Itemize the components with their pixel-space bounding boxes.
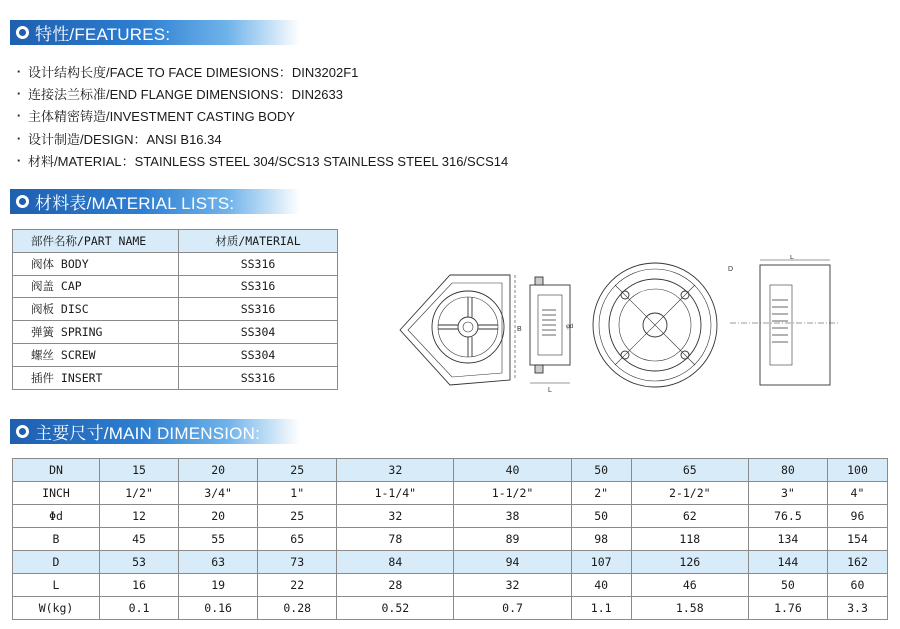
table-cell: 154	[827, 528, 887, 551]
table-cell: 53	[100, 551, 179, 574]
feature-item: · 设计结构长度/FACE TO FACE DIMESIONS：DIN3202F1	[14, 60, 508, 82]
table-row	[13, 574, 888, 597]
table-cell: 1-1/4"	[337, 482, 454, 505]
table-cell: 3/4"	[179, 482, 258, 505]
table-row: 阀板 DISC SS316	[13, 298, 338, 321]
table-cell: 65	[258, 528, 337, 551]
table-row	[13, 551, 888, 574]
feature-item: · 主体精密铸造/INVESTMENT CASTING BODY	[14, 105, 508, 127]
table-cell: 89	[454, 528, 571, 551]
body-side-section	[530, 277, 573, 394]
table-cell: 20	[179, 505, 258, 528]
dimension-table	[12, 458, 888, 620]
row-label: W(kg)	[13, 597, 100, 620]
table-row: 阀体 BODY SS316	[13, 252, 338, 275]
circle-bullet-icon	[16, 195, 29, 208]
table-cell: 46	[631, 574, 748, 597]
table-cell: 107	[571, 551, 631, 574]
table-cell: 94	[454, 551, 571, 574]
table-cell: 40	[454, 459, 571, 482]
table-cell: 15	[100, 459, 179, 482]
materials-title: 材料表/MATERIAL LISTS:	[35, 194, 235, 213]
table-cell: 2"	[571, 482, 631, 505]
table-cell: 162	[827, 551, 887, 574]
table-cell: 55	[179, 528, 258, 551]
table-cell: 3.3	[827, 597, 887, 620]
table-cell: 25	[258, 459, 337, 482]
table-cell: 0.1	[100, 597, 179, 620]
table-cell: 32	[337, 459, 454, 482]
table-row: 弹簧 SPRING SS304	[13, 321, 338, 344]
table-cell: 1.58	[631, 597, 748, 620]
table-cell: 50	[571, 505, 631, 528]
table-cell: 100	[827, 459, 887, 482]
table-cell: 73	[258, 551, 337, 574]
table-cell: 28	[337, 574, 454, 597]
feature-bullet: ·	[16, 130, 22, 146]
table-cell: 65	[631, 459, 748, 482]
feature-item: · 设计制造/DESIGN：ANSI B16.34	[14, 127, 508, 149]
feature-bullet: ·	[16, 153, 22, 169]
table-cell: 4"	[827, 482, 887, 505]
materials-header	[10, 189, 300, 214]
table-cell: 1/2"	[100, 482, 179, 505]
table-cell: 50	[748, 574, 827, 597]
features-title: 特性/FEATURES:	[35, 25, 171, 44]
table-row: 螺丝 SCREW SS304	[13, 343, 338, 366]
circle-bullet-icon	[16, 26, 29, 39]
table-cell: 144	[748, 551, 827, 574]
table-cell: 96	[827, 505, 887, 528]
dimension-title: 主要尺寸/MAIN DIMENSION:	[35, 424, 261, 443]
table-cell: 25	[258, 505, 337, 528]
table-cell: 50	[571, 459, 631, 482]
table-header-row	[13, 230, 338, 253]
round-body-front-view	[593, 263, 717, 387]
table-cell: 118	[631, 528, 748, 551]
row-label: Φd	[13, 505, 100, 528]
table-cell: 134	[748, 528, 827, 551]
row-label: D	[13, 551, 100, 574]
table-cell: 16	[100, 574, 179, 597]
table-cell: 0.7	[454, 597, 571, 620]
dim-d-label: D	[728, 266, 734, 273]
table-cell: 32	[337, 505, 454, 528]
feature-item: · 连接法兰标准/END FLANGE DIMENSIONS：DIN2633	[14, 82, 508, 104]
table-cell: 126	[631, 551, 748, 574]
feature-bullet: ·	[16, 86, 22, 102]
table-row: 插件 INSERT SS316	[13, 366, 338, 389]
feature-item: · 材料/MATERIAL：STAINLESS STEEL 304/SCS13 STAINLESS STEEL 316/SCS14	[14, 150, 508, 172]
table-cell: 1.1	[571, 597, 631, 620]
table-row: 阀盖 CAP SS316	[13, 275, 338, 298]
table-cell: 2-1/2"	[631, 482, 748, 505]
table-cell: 63	[179, 551, 258, 574]
table-cell: 1"	[258, 482, 337, 505]
table-cell: 12	[100, 505, 179, 528]
row-label: DN	[13, 459, 100, 482]
table-cell: 19	[179, 574, 258, 597]
table-cell: 1.76	[748, 597, 827, 620]
table-cell: 40	[571, 574, 631, 597]
table-cell: 0.28	[258, 597, 337, 620]
row-label: B	[13, 528, 100, 551]
material-table	[12, 229, 338, 390]
table-cell: 76.5	[748, 505, 827, 528]
features-header	[10, 20, 300, 45]
table-cell: 38	[454, 505, 571, 528]
table-cell: 32	[454, 574, 571, 597]
table-cell: 0.52	[337, 597, 454, 620]
valve-technical-drawing	[390, 255, 840, 395]
table-row	[13, 459, 888, 482]
table-cell: 78	[337, 528, 454, 551]
table-cell: 84	[337, 551, 454, 574]
dim-l-label-1: L	[548, 387, 552, 394]
table-row	[13, 528, 888, 551]
table-row	[13, 505, 888, 528]
table-cell: 3"	[748, 482, 827, 505]
features-list	[14, 60, 508, 172]
feature-bullet: ·	[16, 63, 22, 79]
body-front-view	[400, 275, 522, 385]
table-cell: 22	[258, 574, 337, 597]
round-body-side-section	[728, 255, 840, 385]
part-name-header: 部件名称/PART NAME	[13, 230, 179, 253]
row-label: INCH	[13, 482, 100, 505]
dim-phid-label: φd	[566, 324, 574, 330]
dim-l-label-2: L	[790, 255, 794, 261]
table-cell: 98	[571, 528, 631, 551]
dimension-header	[10, 419, 300, 444]
table-cell: 20	[179, 459, 258, 482]
dim-b-label: B	[517, 326, 522, 333]
table-cell: 60	[827, 574, 887, 597]
row-label: L	[13, 574, 100, 597]
table-cell: 0.16	[179, 597, 258, 620]
table-cell: 1-1/2"	[454, 482, 571, 505]
table-cell: 62	[631, 505, 748, 528]
table-row	[13, 482, 888, 505]
feature-bullet: ·	[16, 108, 22, 124]
table-row	[13, 597, 888, 620]
material-header: 材质/MATERIAL	[179, 230, 338, 253]
table-cell: 80	[748, 459, 827, 482]
table-cell: 45	[100, 528, 179, 551]
circle-bullet-icon	[16, 425, 29, 438]
